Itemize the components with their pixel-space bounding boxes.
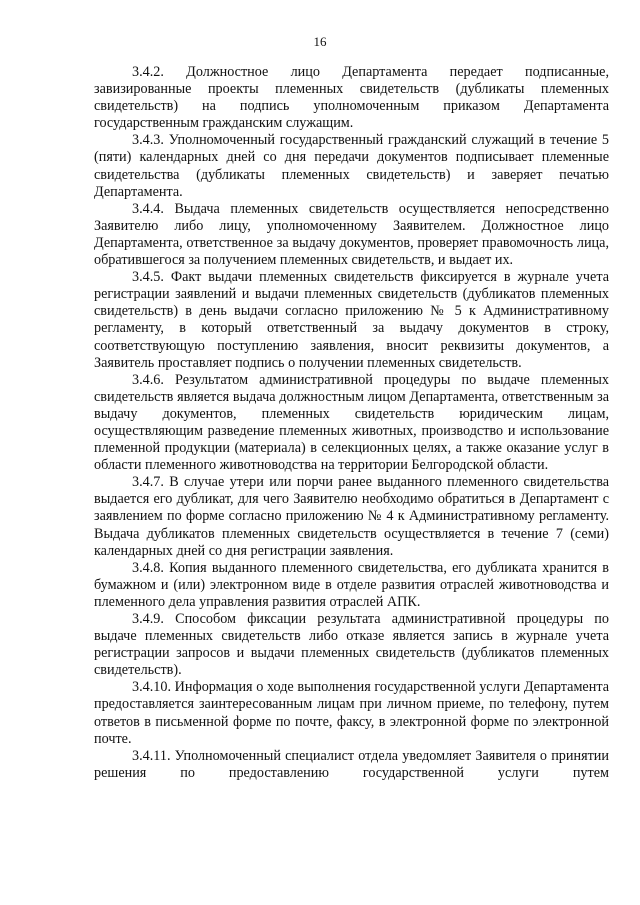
paragraph-3-4-11: 3.4.11. Уполномоченный специалист отдела уведомляет Заявителя о принятии решения по предоставлению государственной услуги путем [94, 747, 609, 781]
paragraph-3-4-2: 3.4.2. Должностное лицо Департамента передает подписанные, завизированные проекты племенных свидетельств (дубликаты племенных свидетельств) на подпись уполномоченным приказом Департамента государственным гражданским служащим. [94, 64, 609, 132]
page-number: 16 [313, 34, 327, 49]
paragraph-3-4-4: 3.4.4. Выдача племенных свидетельств осуществляется непосредственно Заявителю либо лицу, уполномоченному Заявителем. Должностное лицо Департамента, ответственное за выдачу документов, проверяет правомочность лица, обратившегося за получением племенных свидетельств, и выдает их. [94, 200, 609, 269]
paragraph-3-4-3: 3.4.3. Уполномоченный государственный гражданский служащий в течение 5 (пяти) календарных дней со дня передачи документов подписывает племенные свидетельства (дубликаты племенных свидетельств) и заверяет печатью Департамента. [94, 132, 609, 200]
paragraph-3-4-10: 3.4.10. Информация о ходе выполнения государственной услуги Департамента предоставляется заинтересованным лицам при личном приеме, по телефону, путем ответов в письменной форме по почте, факсу, в электронной форме по электронной почте. [94, 679, 609, 747]
paragraph-3-4-6: 3.4.6. Результатом административной процедуры по выдаче племенных свидетельств является выдача должностным лицом Департамента, ответственным за выдачу документов, племенных свидетельств юридическим лицам, осуществляющим разведение племенных животных, производство и использование племенной продукции (материала) в селекционных целях, а также оказание услуг в области племенного животноводства на территории Белгородской области. [94, 371, 609, 474]
paragraph-3-4-9: 3.4.9. Способом фиксации результата административной процедуры по выдаче племенных свидетельств либо отказе является запись в журнале учета регистрации запросов и выдачи племенных свидетельств (дубликатов племенных свидетельств). [94, 611, 609, 679]
document-body [94, 64, 609, 782]
paragraph-3-4-8: 3.4.8. Копия выданного племенного свидетельства, его дубликата хранится в бумажном и (или) электронном виде в отделе развития отраслей животноводства и племенного дела управления развития отраслей АПК. [94, 559, 609, 610]
paragraph-3-4-7: 3.4.7. В случае утери или порчи ранее выданного племенного свидетельства выдается его дубликат, для чего Заявителю необходимо обратиться в Департамент с заявлением по форме согласно приложению № 4 к Административному регламенту. Выдача дубликатов племенных свидетельств осуществляется в течение 7 (семи) календарных дней со дня регистрации заявления. [94, 474, 609, 559]
paragraph-3-4-5: 3.4.5. Факт выдачи племенных свидетельств фиксируется в журнале учета регистрации заявлений и выдачи племенных свидетельств (дубликатов племенных свидетельств) в день выдачи согласно приложению № 5 к Административному регламенту, в который ответственный за выдачу документов в строку, соответствующую поступлению заявления, вносит реквизиты документов, а Заявитель проставляет подпись о получении племенных свидетельств. [94, 269, 609, 371]
